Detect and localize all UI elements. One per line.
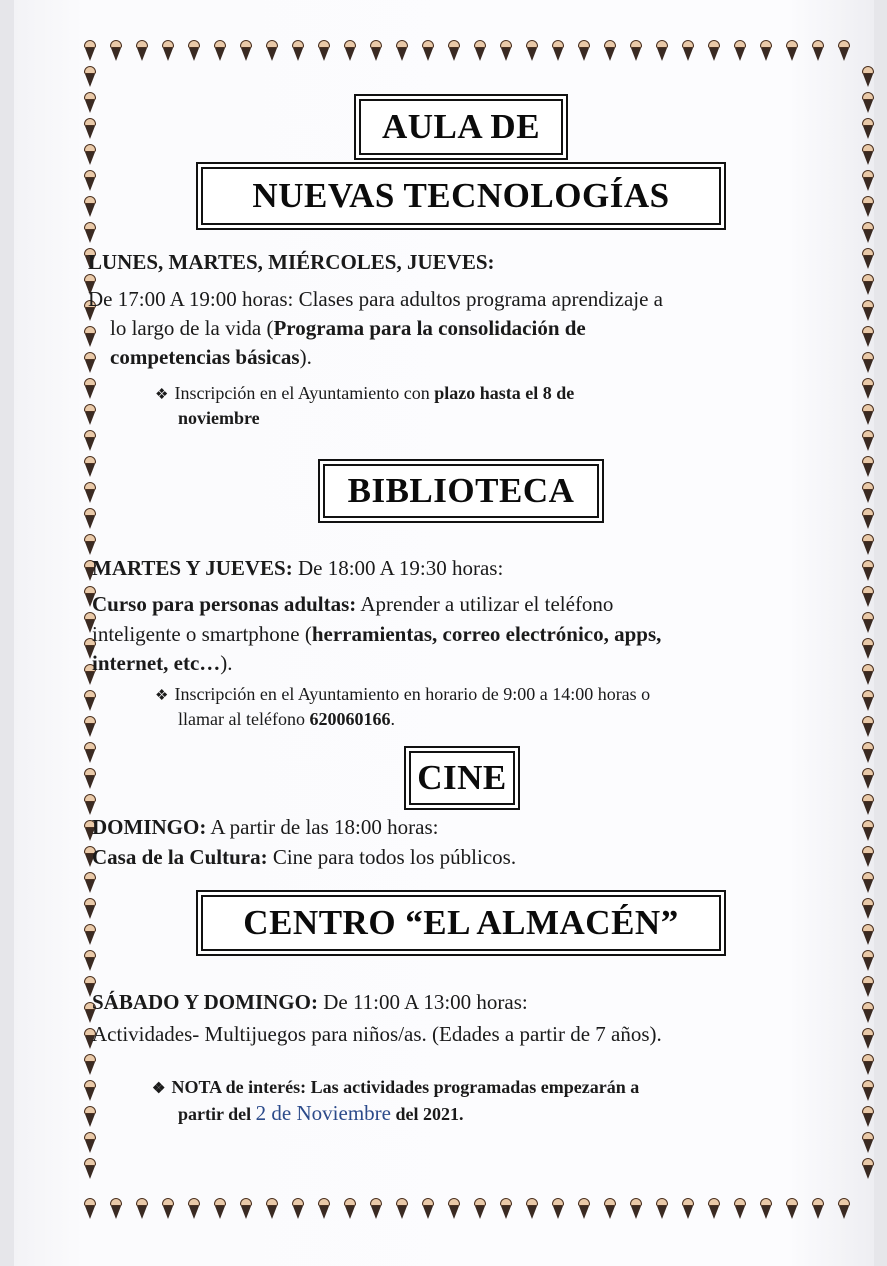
ice-cream-cone-icon (84, 430, 96, 452)
ice-cream-cone-icon (396, 40, 408, 62)
ice-cream-cone-icon (862, 456, 874, 478)
ice-cream-cone-icon (500, 1198, 512, 1220)
ice-cream-cone-icon (862, 170, 874, 192)
ice-cream-cone-icon (84, 1132, 96, 1154)
ice-cream-cone-icon (84, 1080, 96, 1102)
ice-cream-cone-icon (552, 1198, 564, 1220)
ice-cream-cone-icon (862, 482, 874, 504)
ice-cream-cone-icon (84, 404, 96, 426)
aula-title-line1: AULA DE (359, 99, 563, 155)
ice-cream-cone-icon (862, 66, 874, 88)
ice-cream-cone-icon (136, 40, 148, 62)
ice-cream-cone-icon (84, 118, 96, 140)
ice-cream-cone-icon (266, 1198, 278, 1220)
ice-cream-cone-icon (84, 456, 96, 478)
ice-cream-cone-icon (862, 846, 874, 868)
ice-cream-cone-icon (838, 1198, 850, 1220)
ice-cream-cone-icon (604, 1198, 616, 1220)
ice-cream-cone-icon (862, 1080, 874, 1102)
almacen-days: SÁBADO Y DOMINGO: De 11:00 A 13:00 horas: (92, 990, 528, 1014)
ice-cream-cone-icon (84, 326, 96, 348)
ice-cream-cone-icon (862, 742, 874, 764)
ice-cream-cone-icon (862, 118, 874, 140)
ice-cream-cone-icon (862, 820, 874, 842)
ice-cream-cone-icon (370, 1198, 382, 1220)
ice-cream-cone-icon (84, 378, 96, 400)
ice-cream-cone-icon (370, 40, 382, 62)
ice-cream-cone-icon (812, 1198, 824, 1220)
ice-cream-cone-icon (862, 976, 874, 998)
ice-cream-cone-icon (862, 300, 874, 322)
ice-cream-cone-icon (862, 196, 874, 218)
ice-cream-cone-icon (862, 222, 874, 244)
ice-cream-cone-icon (344, 40, 356, 62)
ice-cream-cone-icon (862, 352, 874, 374)
aula-note: ❖ Inscripción en el Ayuntamiento con plazo hasta el 8 de (155, 383, 575, 403)
almacen-title: CENTRO “EL ALMACÉN” (201, 895, 721, 951)
biblioteca-line-3: inteligente o smartphone (herramientas, correo electrónico, apps, (92, 622, 662, 646)
ice-cream-cone-icon (84, 482, 96, 504)
ice-cream-cone-icon (84, 66, 96, 88)
ice-cream-cone-icon (448, 40, 460, 62)
ice-cream-cone-icon (422, 40, 434, 62)
ice-cream-cone-icon (862, 638, 874, 660)
ice-cream-cone-icon (84, 144, 96, 166)
ice-cream-cone-icon (786, 40, 798, 62)
ice-cream-cone-icon (240, 1198, 252, 1220)
ice-cream-cone-icon (862, 560, 874, 582)
ice-cream-cone-icon (630, 1198, 642, 1220)
aula-line-2: lo largo de la vida (Programa para la consolidación de (110, 316, 586, 340)
ice-cream-cone-icon (578, 1198, 590, 1220)
ice-cream-cone-icon (862, 144, 874, 166)
ice-cream-cone-icon (734, 1198, 746, 1220)
ice-cream-cone-icon (292, 1198, 304, 1220)
ice-cream-cone-icon (84, 196, 96, 218)
almacen-note: ❖ NOTA de interés: Las actividades programadas empezarán a (152, 1077, 640, 1097)
ice-cream-cone-icon (862, 872, 874, 894)
ice-cream-cone-icon (188, 40, 200, 62)
ice-cream-cone-icon (84, 690, 96, 712)
ice-cream-cone-icon (448, 1198, 460, 1220)
aula-note-line2: noviembre (178, 408, 260, 428)
ice-cream-cone-icon (526, 40, 538, 62)
ice-cream-cone-icon (84, 222, 96, 244)
ice-cream-cone-icon (84, 742, 96, 764)
ice-cream-cone-icon (862, 768, 874, 790)
ice-cream-cone-icon (760, 40, 772, 62)
ice-cream-cone-icon (862, 92, 874, 114)
biblioteca-course: Curso para personas adultas: Aprender a utilizar el teléfono (92, 592, 614, 616)
ice-cream-cone-icon (84, 1198, 96, 1220)
diamond-bullet-icon: ❖ (155, 688, 169, 704)
ice-cream-cone-icon (84, 898, 96, 920)
ice-cream-cone-icon (396, 1198, 408, 1220)
ice-cream-cone-icon (84, 716, 96, 738)
cine-title-box (404, 746, 520, 810)
almacen-title-box (196, 890, 726, 956)
ice-cream-cone-icon (656, 40, 668, 62)
ice-cream-cone-icon (214, 1198, 226, 1220)
ice-cream-cone-icon (162, 40, 174, 62)
aula-line-1: De 17:00 A 19:00 horas: Clases para adultos programa aprendizaje a (88, 287, 663, 311)
ice-cream-cone-icon (630, 40, 642, 62)
ice-cream-cone-icon (862, 404, 874, 426)
ice-cream-cone-icon (862, 612, 874, 634)
ice-cream-cone-icon (862, 378, 874, 400)
biblioteca-title-box (318, 459, 604, 523)
ice-cream-cone-icon (422, 1198, 434, 1220)
ice-cream-cone-icon (266, 40, 278, 62)
ice-cream-cone-icon (862, 794, 874, 816)
ice-cream-cone-icon (84, 1106, 96, 1128)
ice-cream-cone-icon (708, 40, 720, 62)
ice-cream-cone-icon (760, 1198, 772, 1220)
biblioteca-days: MARTES Y JUEVES: De 18:00 A 19:30 horas: (92, 556, 504, 580)
almacen-note-line2: partir del 2 de Noviembre del 2021. (178, 1101, 464, 1125)
ice-cream-cone-icon (734, 40, 746, 62)
ice-cream-cone-icon (500, 40, 512, 62)
ice-cream-cone-icon (862, 1106, 874, 1128)
ice-cream-cone-icon (552, 40, 564, 62)
ice-cream-cone-icon (862, 690, 874, 712)
ice-cream-cone-icon (862, 1054, 874, 1076)
ice-cream-cone-icon (526, 1198, 538, 1220)
ice-cream-cone-icon (862, 1028, 874, 1050)
ice-cream-cone-icon (344, 1198, 356, 1220)
ice-cream-cone-icon (110, 40, 122, 62)
ice-cream-cone-icon (240, 40, 252, 62)
ice-cream-cone-icon (862, 534, 874, 556)
biblioteca-note: ❖ Inscripción en el Ayuntamiento en horario de 9:00 a 14:00 horas o (155, 684, 651, 704)
ice-cream-cone-icon (136, 1198, 148, 1220)
ice-cream-cone-icon (604, 40, 616, 62)
ice-cream-cone-icon (862, 508, 874, 530)
aula-title-box-2 (196, 162, 726, 230)
ice-cream-cone-icon (84, 508, 96, 530)
ice-cream-cone-icon (862, 1002, 874, 1024)
ice-cream-cone-icon (188, 1198, 200, 1220)
cine-title: CINE (409, 751, 515, 805)
aula-line-3: competencias básicas). (110, 345, 312, 369)
ice-cream-cone-icon (84, 872, 96, 894)
ice-cream-cone-icon (862, 924, 874, 946)
ice-cream-cone-icon (708, 1198, 720, 1220)
ice-cream-cone-icon (812, 40, 824, 62)
ice-cream-cone-icon (292, 40, 304, 62)
ice-cream-cone-icon (862, 274, 874, 296)
ice-cream-cone-icon (84, 352, 96, 374)
ice-cream-cone-icon (682, 1198, 694, 1220)
cine-place: Casa de la Cultura: Cine para todos los públicos. (92, 845, 517, 869)
almacen-activities: Actividades- Multijuegos para niños/as. (Edades a partir de 7 años). (92, 1022, 662, 1046)
ice-cream-cone-icon (318, 40, 330, 62)
ice-cream-cone-icon (162, 1198, 174, 1220)
ice-cream-cone-icon (838, 40, 850, 62)
ice-cream-cone-icon (84, 1158, 96, 1180)
diamond-bullet-icon: ❖ (152, 1081, 166, 1097)
ice-cream-cone-icon (84, 534, 96, 556)
ice-cream-cone-icon (862, 950, 874, 972)
ice-cream-cone-icon (318, 1198, 330, 1220)
ice-cream-cone-icon (862, 326, 874, 348)
ice-cream-cone-icon (474, 40, 486, 62)
biblioteca-note-line2: llamar al teléfono 620060166. (178, 709, 395, 729)
ice-cream-cone-icon (84, 768, 96, 790)
ice-cream-cone-icon (862, 430, 874, 452)
ice-cream-cone-icon (110, 1198, 122, 1220)
ice-cream-cone-icon (84, 924, 96, 946)
ice-cream-cone-icon (682, 40, 694, 62)
cine-day: DOMINGO: A partir de las 18:00 horas: (92, 815, 439, 839)
ice-cream-cone-icon (84, 170, 96, 192)
ice-cream-cone-icon (862, 586, 874, 608)
ice-cream-cone-icon (84, 92, 96, 114)
ice-cream-cone-icon (84, 1054, 96, 1076)
ice-cream-cone-icon (84, 794, 96, 816)
diamond-bullet-icon: ❖ (155, 387, 169, 403)
biblioteca-line-4: internet, etc…). (92, 651, 233, 675)
ice-cream-cone-icon (84, 40, 96, 62)
aula-title-line2: NUEVAS TECNOLOGÍAS (201, 167, 721, 225)
ice-cream-cone-icon (862, 1158, 874, 1180)
aula-title-box (354, 94, 568, 160)
aula-days: LUNES, MARTES, MIÉRCOLES, JUEVES: (88, 250, 495, 274)
ice-cream-cone-icon (578, 40, 590, 62)
ice-cream-cone-icon (474, 1198, 486, 1220)
ice-cream-cone-icon (862, 248, 874, 270)
ice-cream-cone-icon (862, 716, 874, 738)
ice-cream-cone-icon (862, 1132, 874, 1154)
ice-cream-cone-icon (214, 40, 226, 62)
ice-cream-cone-icon (84, 950, 96, 972)
ice-cream-cone-icon (656, 1198, 668, 1220)
ice-cream-cone-icon (786, 1198, 798, 1220)
biblioteca-title: BIBLIOTECA (323, 464, 599, 518)
ice-cream-cone-icon (862, 898, 874, 920)
ice-cream-cone-icon (862, 664, 874, 686)
